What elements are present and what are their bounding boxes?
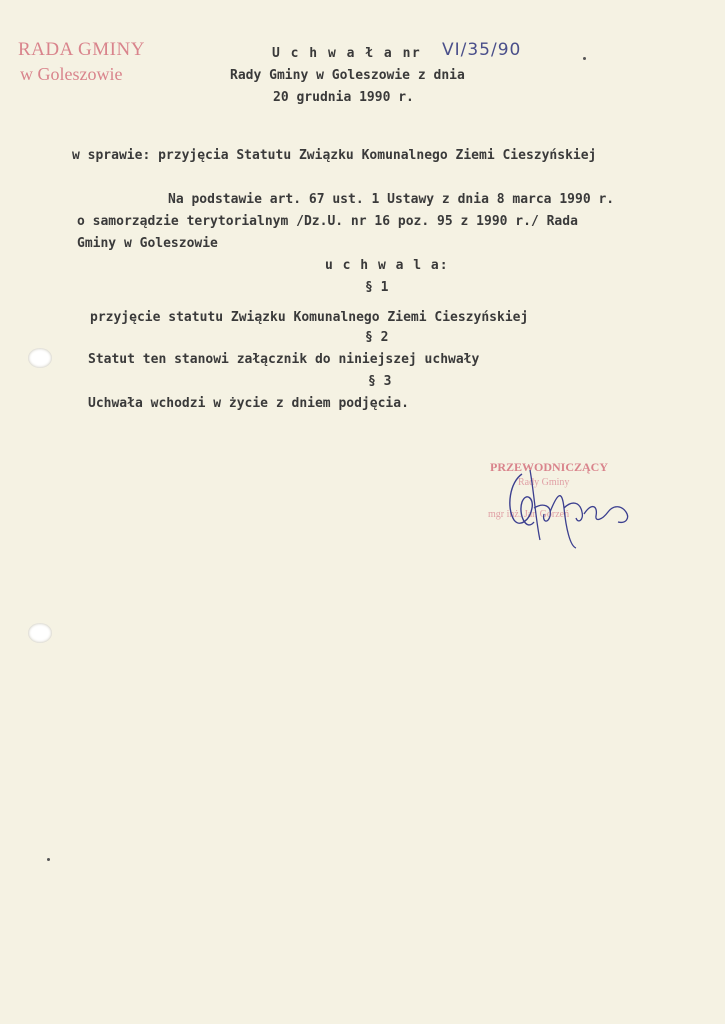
council-stamp [18, 38, 145, 86]
council-stamp-line2: w Goleszowie [20, 64, 123, 84]
section-text-1: przyjęcie statutu Związku Komunalnego Ziemi Cieszyńskiej [90, 310, 529, 325]
council-stamp-line1: RADA GMINY [18, 39, 145, 60]
ink-speck [583, 57, 586, 60]
handwritten-signature [500, 462, 640, 557]
preamble-line1: Na podstawie art. 67 ust. 1 Ustawy z dnia 8 marca 1990 r. [168, 192, 615, 207]
section-text-3: Uchwała wchodzi w życie z dniem podjęcia. [88, 396, 409, 411]
chairman-stamp-title: PRZEWODNICZĄCY [490, 460, 609, 474]
resolution-number: VI/35/90 [442, 40, 522, 60]
ink-speck [47, 858, 50, 861]
resolution-date: 20 grudnia 1990 r. [273, 90, 414, 105]
section-mark-2: § 2 [365, 330, 389, 345]
resolves-heading: u c h w a l a: [325, 258, 449, 273]
section-mark-3: § 3 [368, 374, 392, 389]
preamble-line2: o samorządzie terytorialnym /Dz.U. nr 16 poz. 95 z 1990 r./ Rada [77, 214, 578, 229]
chairman-stamp-line3: mgr inż. Jan Gorzeń [488, 509, 570, 520]
preamble-line3: Gminy w Goleszowie [77, 236, 218, 251]
section-mark-1: § 1 [365, 280, 389, 295]
punch-hole-lower [28, 623, 52, 643]
punch-hole-upper [28, 348, 52, 368]
section-text-2: Statut ten stanowi załącznik do niniejszej uchwały [88, 352, 480, 367]
resolution-issuer-line: Rady Gminy w Goleszowie z dnia [230, 68, 465, 83]
subject-line: w sprawie: przyjęcia Statutu Związku Komunalnego Ziemi Cieszyńskiej [72, 148, 597, 163]
chairman-stamp-line2: Rady Gminy [518, 477, 570, 488]
resolution-title: U c h w a ł a nr [272, 46, 422, 61]
